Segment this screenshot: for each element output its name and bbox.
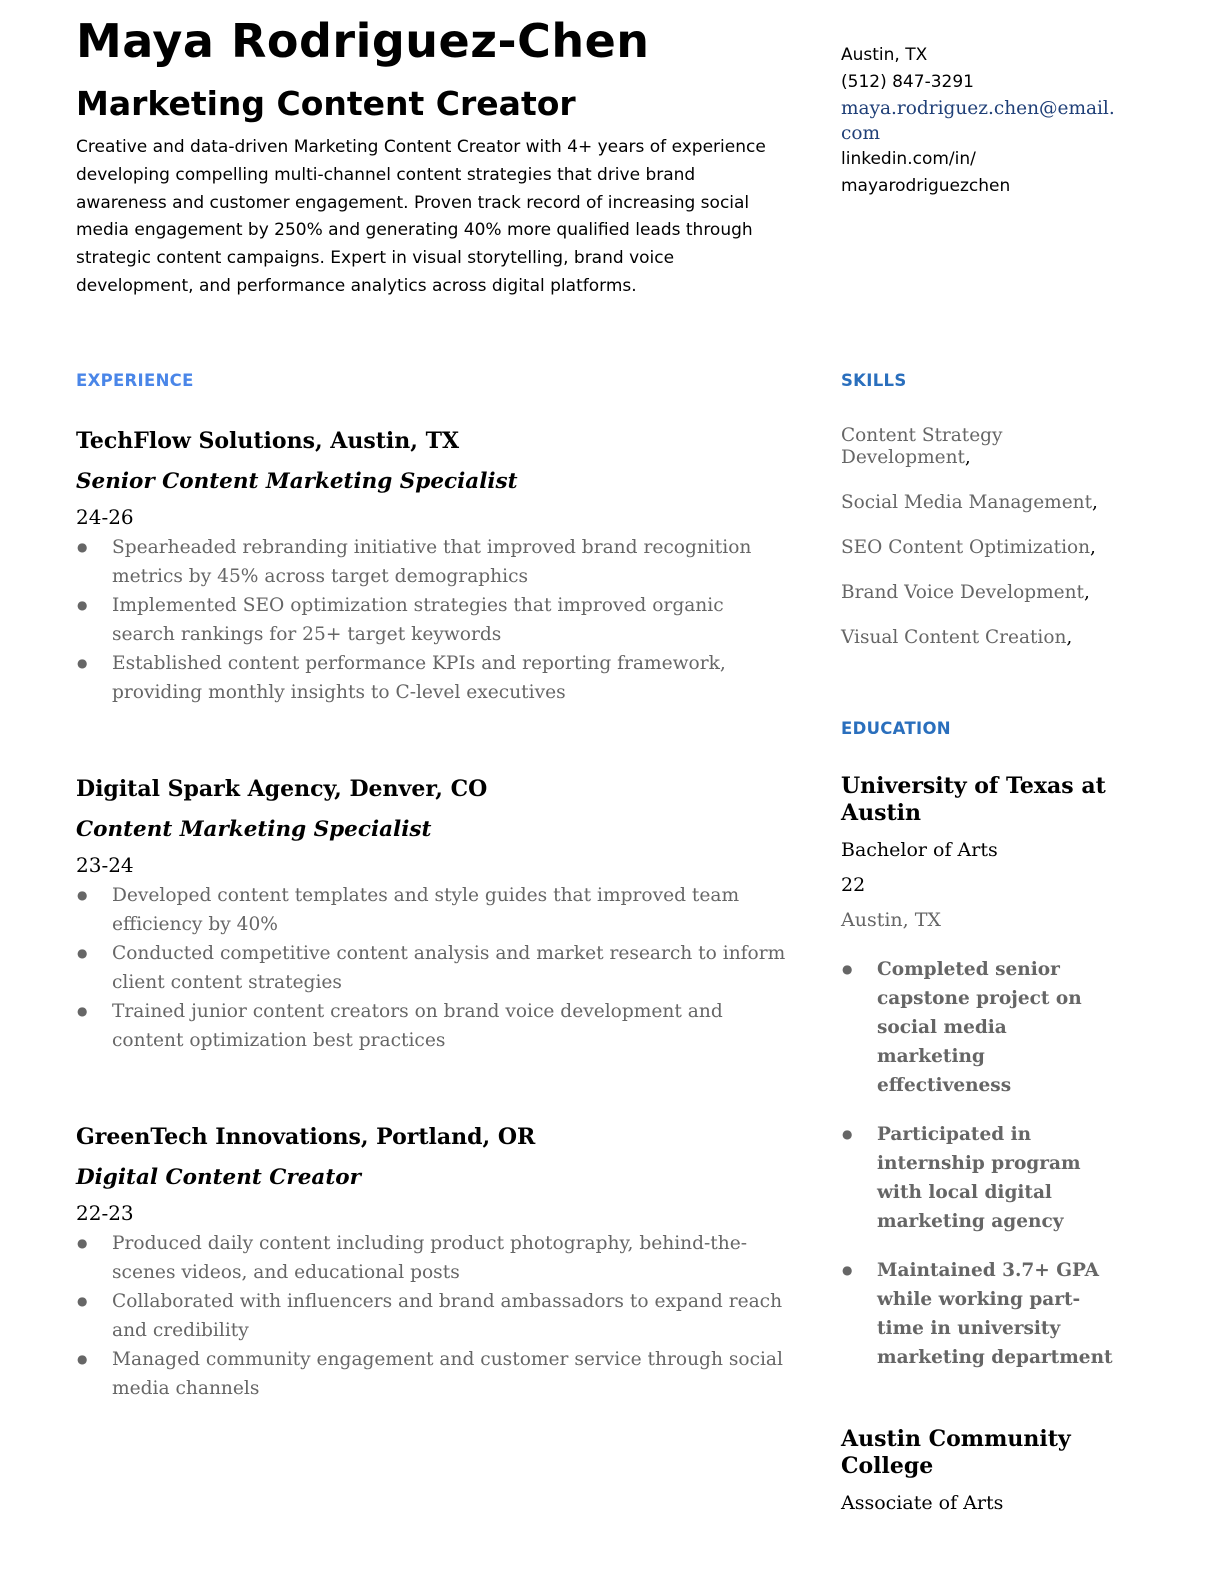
school-name: University of Texas at Austin bbox=[841, 773, 1106, 826]
job-entry bbox=[76, 426, 786, 707]
skill-label: SEO Content Optimization bbox=[841, 537, 1091, 558]
job-bullet: ● Managed community engagement and customer service through social media channels bbox=[76, 1345, 786, 1403]
education-heading: EDUCATION bbox=[841, 719, 951, 738]
education-bullet: ● Maintained 3.7+ GPA while working part-time in university marketing department bbox=[841, 1256, 1121, 1372]
degree: Bachelor of Arts bbox=[841, 839, 998, 861]
skill-item bbox=[841, 582, 1101, 604]
job-company: GreenTech Innovations, Portland, OR bbox=[76, 1124, 536, 1150]
contact-phone: (512) 847-3291 bbox=[841, 72, 974, 92]
candidate-name: Maya Rodriguez-Chen bbox=[76, 14, 650, 68]
skill-item bbox=[841, 537, 1101, 559]
job-bullet: ● Established content performance KPIs and reporting framework, providing monthly insights to C-level executives bbox=[76, 649, 786, 707]
skill-label: Content Strategy Development bbox=[841, 425, 1003, 468]
job-role: Digital Content Creator bbox=[76, 1165, 361, 1190]
skill-separator: , bbox=[1090, 537, 1096, 558]
skill-separator: , bbox=[1066, 627, 1073, 648]
contact-location: Austin, TX bbox=[841, 45, 928, 65]
professional-summary: Creative and data-driven Marketing Content Creator with 4+ years of experience developing compelling multi-channel content strategies that drive brand awareness and customer engagement. Proven track record of increasing social media engagement by 250% and generating 40% more qualified leads through strategic content campaigns. Expert in visual storytelling, brand voice development, and performance analytics across digital platforms. bbox=[76, 137, 766, 296]
school-name: Austin Community College bbox=[841, 1426, 1071, 1479]
job-bullet: ● Developed content templates and style guides that improved team efficiency by 40% bbox=[76, 881, 786, 939]
job-company: TechFlow Solutions, Austin, TX bbox=[76, 428, 460, 454]
job-role: Senior Content Marketing Specialist bbox=[76, 469, 518, 494]
education-bullet: ● Completed senior capstone project on social media marketing effectiveness bbox=[841, 955, 1121, 1100]
skill-item bbox=[841, 492, 1101, 514]
skills-heading: SKILLS bbox=[841, 371, 907, 390]
job-dates: 24-26 bbox=[76, 505, 134, 529]
skill-label: Visual Content Creation bbox=[841, 627, 1067, 648]
education-bullets bbox=[841, 955, 1121, 1372]
contact-email[interactable]: maya.rodriguez.chen@email.com bbox=[841, 98, 1115, 144]
job-entry bbox=[76, 1122, 786, 1403]
skill-label: Brand Voice Development bbox=[841, 582, 1084, 603]
linkedin-line: mayarodriguezchen bbox=[841, 176, 1011, 196]
job-bullet: ● Produced daily content including product photography, behind-the-scenes videos, and educational posts bbox=[76, 1229, 786, 1287]
skill-separator: , bbox=[1092, 492, 1098, 513]
contact-info bbox=[841, 42, 1121, 200]
job-entry bbox=[76, 774, 786, 1055]
skill-item bbox=[841, 627, 1101, 649]
education-entry bbox=[841, 1426, 1121, 1516]
contact-linkedin[interactable] bbox=[841, 146, 1121, 200]
skill-separator: , bbox=[964, 447, 971, 468]
skill-item bbox=[841, 425, 1101, 469]
skill-label: Social Media Management bbox=[841, 492, 1093, 513]
job-dates: 23-24 bbox=[76, 853, 134, 877]
job-bullet: ● Implemented SEO optimization strategies that improved organic search rankings for 25+ target keywords bbox=[76, 591, 786, 649]
job-company: Digital Spark Agency, Denver, CO bbox=[76, 776, 488, 802]
job-bullets bbox=[76, 1229, 786, 1403]
skills-list bbox=[841, 425, 1101, 672]
job-bullet: ● Collaborated with influencers and brand ambassadors to expand reach and credibility bbox=[76, 1287, 786, 1345]
job-bullet: ● Spearheaded rebranding initiative that improved brand recognition metrics by 45% across target demographics bbox=[76, 533, 786, 591]
job-title: Marketing Content Creator bbox=[76, 84, 576, 123]
school-location: Austin, TX bbox=[841, 909, 941, 931]
linkedin-line: linkedin.com/in/ bbox=[841, 149, 976, 169]
job-bullets bbox=[76, 533, 786, 707]
job-bullet: ● Trained junior content creators on brand voice development and content optimization best practices bbox=[76, 997, 786, 1055]
degree: Associate of Arts bbox=[841, 1492, 1004, 1514]
job-bullet: ● Conducted competitive content analysis and market research to inform client content strategies bbox=[76, 939, 786, 997]
education-bullet: ● Participated in internship program with local digital marketing agency bbox=[841, 1120, 1121, 1236]
experience-heading: EXPERIENCE bbox=[76, 371, 194, 390]
education-entry bbox=[841, 773, 1121, 1392]
graduation-year: 22 bbox=[841, 874, 866, 896]
skill-separator: , bbox=[1083, 582, 1090, 603]
job-role: Content Marketing Specialist bbox=[76, 817, 432, 842]
job-dates: 22-23 bbox=[76, 1201, 134, 1225]
job-bullets bbox=[76, 881, 786, 1055]
